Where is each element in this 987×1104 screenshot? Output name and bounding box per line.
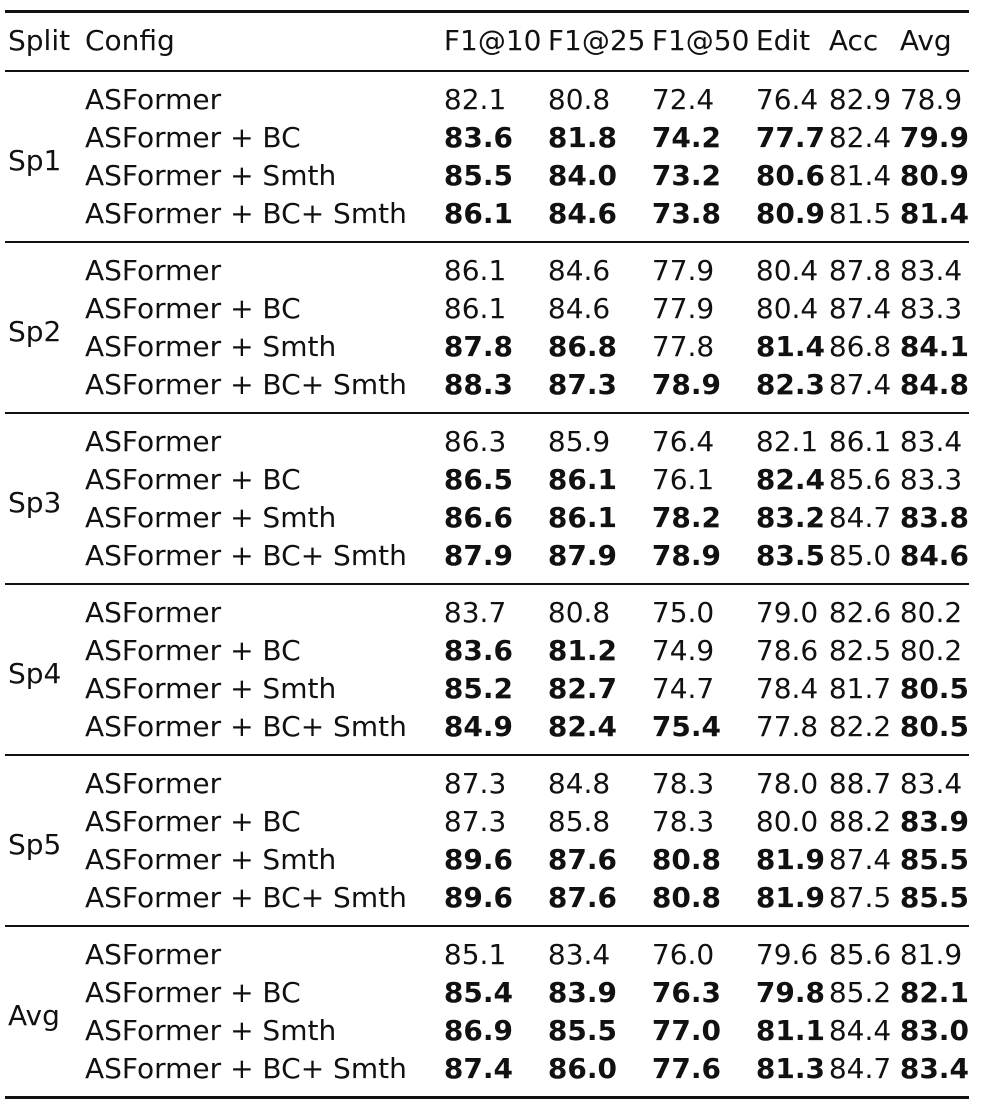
value-cell-f1-50: 77.0 bbox=[651, 1013, 721, 1047]
table-row bbox=[5, 413, 969, 461]
value-cell-f1-50: 77.9 bbox=[651, 291, 715, 325]
table-row bbox=[5, 841, 969, 879]
value-cell-f1-50: 77.6 bbox=[651, 1051, 721, 1085]
value-cell-edit: 76.4 bbox=[755, 82, 819, 116]
value-cell-f1-50: 77.9 bbox=[651, 253, 715, 287]
value-cell-avg: 78.9 bbox=[899, 82, 963, 116]
value-cell-edit: 80.9 bbox=[755, 196, 825, 230]
value-cell-f1-25: 86.0 bbox=[547, 1051, 617, 1085]
table-row bbox=[5, 708, 969, 755]
value-cell-f1-50: 78.9 bbox=[651, 367, 721, 401]
table-row bbox=[5, 926, 969, 974]
value-cell-f1-50: 78.9 bbox=[651, 538, 721, 572]
value-cell-f1-50: 75.0 bbox=[651, 595, 715, 629]
value-cell-f1-10: 85.1 bbox=[443, 937, 507, 971]
table-row bbox=[5, 242, 969, 290]
value-cell-f1-50: 73.8 bbox=[651, 196, 721, 230]
value-cell-edit: 80.4 bbox=[755, 253, 819, 287]
value-cell-f1-10: 86.1 bbox=[443, 253, 507, 287]
value-cell-f1-50: 74.9 bbox=[651, 633, 715, 667]
header-edit: Edit bbox=[755, 24, 811, 58]
header-config: Config bbox=[84, 24, 175, 58]
table-row bbox=[5, 670, 969, 708]
value-cell-f1-10: 86.3 bbox=[443, 424, 507, 458]
value-cell-edit: 78.6 bbox=[755, 633, 819, 667]
config-cell: ASFormer + Smth bbox=[84, 500, 337, 534]
value-cell-acc: 85.2 bbox=[828, 975, 892, 1009]
value-cell-f1-25: 86.1 bbox=[547, 462, 617, 496]
table-row bbox=[5, 71, 969, 119]
split-group-sp3 bbox=[5, 413, 969, 584]
config-cell: ASFormer bbox=[84, 937, 222, 971]
value-cell-f1-25: 80.8 bbox=[547, 595, 611, 629]
value-cell-f1-25: 84.8 bbox=[547, 766, 611, 800]
value-cell-acc: 88.7 bbox=[828, 766, 892, 800]
value-cell-avg: 84.1 bbox=[899, 329, 969, 363]
split-group-sp1 bbox=[5, 71, 969, 242]
value-cell-f1-25: 83.9 bbox=[547, 975, 617, 1009]
config-cell: ASFormer bbox=[84, 595, 222, 629]
value-cell-f1-25: 87.6 bbox=[547, 880, 617, 914]
config-cell: ASFormer bbox=[84, 424, 222, 458]
config-cell: ASFormer + BC bbox=[84, 120, 301, 154]
value-cell-avg: 80.2 bbox=[899, 633, 963, 667]
value-cell-f1-50: 78.3 bbox=[651, 766, 715, 800]
value-cell-f1-10: 88.3 bbox=[443, 367, 514, 401]
value-cell-f1-10: 89.6 bbox=[443, 842, 514, 876]
value-cell-avg: 83.4 bbox=[899, 253, 963, 287]
value-cell-avg: 83.3 bbox=[899, 291, 963, 325]
config-cell: ASFormer + Smth bbox=[84, 1013, 337, 1047]
value-cell-edit: 77.8 bbox=[755, 709, 819, 743]
value-cell-acc: 81.7 bbox=[828, 671, 892, 705]
value-cell-f1-10: 86.6 bbox=[443, 500, 514, 534]
config-cell: ASFormer + BC+ Smth bbox=[84, 367, 407, 401]
value-cell-edit: 81.9 bbox=[755, 880, 825, 914]
value-cell-edit: 79.6 bbox=[755, 937, 819, 971]
value-cell-f1-50: 80.8 bbox=[651, 842, 721, 876]
value-cell-f1-10: 83.6 bbox=[443, 633, 514, 667]
table-row bbox=[5, 1012, 969, 1050]
table-row bbox=[5, 195, 969, 242]
value-cell-edit: 82.3 bbox=[755, 367, 825, 401]
config-cell: ASFormer bbox=[84, 766, 222, 800]
value-cell-f1-10: 82.1 bbox=[443, 82, 507, 116]
value-cell-acc: 82.5 bbox=[828, 633, 892, 667]
split-group-avg bbox=[5, 926, 969, 1098]
config-cell: ASFormer + BC bbox=[84, 804, 301, 838]
value-cell-edit: 79.8 bbox=[755, 975, 825, 1009]
config-cell: ASFormer bbox=[84, 253, 222, 287]
value-cell-avg: 80.9 bbox=[899, 158, 969, 192]
split-group-sp5 bbox=[5, 755, 969, 926]
value-cell-avg: 83.3 bbox=[899, 462, 963, 496]
value-cell-avg: 83.0 bbox=[899, 1013, 969, 1047]
value-cell-avg: 83.4 bbox=[899, 1051, 969, 1085]
value-cell-f1-25: 84.0 bbox=[547, 158, 617, 192]
config-cell: ASFormer + Smth bbox=[84, 671, 337, 705]
value-cell-f1-10: 86.1 bbox=[443, 291, 507, 325]
value-cell-acc: 86.1 bbox=[828, 424, 892, 458]
config-cell: ASFormer + Smth bbox=[84, 842, 337, 876]
value-cell-avg: 80.2 bbox=[899, 595, 963, 629]
value-cell-f1-25: 87.9 bbox=[547, 538, 617, 572]
value-cell-acc: 85.0 bbox=[828, 538, 892, 572]
config-cell: ASFormer + BC bbox=[84, 975, 301, 1009]
config-cell: ASFormer + Smth bbox=[84, 329, 337, 363]
value-cell-f1-10: 89.6 bbox=[443, 880, 514, 914]
value-cell-f1-50: 74.7 bbox=[651, 671, 715, 705]
value-cell-f1-25: 87.6 bbox=[547, 842, 617, 876]
value-cell-f1-10: 87.9 bbox=[443, 538, 514, 572]
value-cell-f1-50: 76.4 bbox=[651, 424, 715, 458]
table-row bbox=[5, 879, 969, 926]
table-row bbox=[5, 157, 969, 195]
value-cell-f1-10: 85.2 bbox=[443, 671, 514, 705]
value-cell-avg: 84.6 bbox=[899, 538, 969, 572]
value-cell-f1-50: 78.3 bbox=[651, 804, 715, 838]
header-f1-25: F1@25 bbox=[547, 24, 646, 58]
value-cell-f1-25: 82.7 bbox=[547, 671, 617, 705]
header-f1-10: F1@10 bbox=[443, 24, 542, 58]
value-cell-avg: 83.4 bbox=[899, 424, 963, 458]
value-cell-f1-50: 73.2 bbox=[651, 158, 721, 192]
value-cell-edit: 81.3 bbox=[755, 1051, 825, 1085]
config-cell: ASFormer + BC bbox=[84, 633, 301, 667]
value-cell-acc: 87.4 bbox=[828, 291, 892, 325]
config-cell: ASFormer + BC+ Smth bbox=[84, 709, 407, 743]
value-cell-edit: 80.0 bbox=[755, 804, 819, 838]
table-row bbox=[5, 1050, 969, 1098]
table-row bbox=[5, 119, 969, 157]
value-cell-f1-10: 83.6 bbox=[443, 120, 514, 154]
value-cell-f1-50: 78.2 bbox=[651, 500, 721, 534]
value-cell-acc: 84.4 bbox=[828, 1013, 892, 1047]
value-cell-edit: 82.1 bbox=[755, 424, 819, 458]
value-cell-f1-25: 84.6 bbox=[547, 291, 611, 325]
value-cell-avg: 80.5 bbox=[899, 709, 969, 743]
table-row bbox=[5, 290, 969, 328]
table-row bbox=[5, 537, 969, 584]
config-cell: ASFormer + BC+ Smth bbox=[84, 196, 407, 230]
value-cell-edit: 83.2 bbox=[755, 500, 825, 534]
value-cell-edit: 79.0 bbox=[755, 595, 819, 629]
value-cell-acc: 87.4 bbox=[828, 367, 892, 401]
value-cell-acc: 81.5 bbox=[828, 196, 892, 230]
value-cell-acc: 81.4 bbox=[828, 158, 892, 192]
config-cell: ASFormer + BC+ Smth bbox=[84, 538, 407, 572]
value-cell-avg: 85.5 bbox=[899, 842, 969, 876]
table-header bbox=[5, 12, 969, 71]
value-cell-f1-25: 84.6 bbox=[547, 196, 617, 230]
value-cell-edit: 78.4 bbox=[755, 671, 819, 705]
value-cell-f1-25: 85.8 bbox=[547, 804, 611, 838]
value-cell-edit: 78.0 bbox=[755, 766, 819, 800]
value-cell-f1-10: 87.4 bbox=[443, 1051, 514, 1085]
split-group-sp4 bbox=[5, 584, 969, 755]
value-cell-edit: 82.4 bbox=[755, 462, 825, 496]
value-cell-edit: 80.4 bbox=[755, 291, 819, 325]
value-cell-f1-50: 76.3 bbox=[651, 975, 721, 1009]
value-cell-acc: 87.4 bbox=[828, 842, 892, 876]
value-cell-avg: 83.9 bbox=[899, 804, 969, 838]
results-table bbox=[5, 10, 969, 1099]
split-label: Sp5 bbox=[8, 827, 62, 861]
value-cell-f1-25: 80.8 bbox=[547, 82, 611, 116]
table-row bbox=[5, 755, 969, 803]
value-cell-avg: 85.5 bbox=[899, 880, 969, 914]
table-row bbox=[5, 632, 969, 670]
value-cell-f1-50: 74.2 bbox=[651, 120, 721, 154]
value-cell-avg: 80.5 bbox=[899, 671, 969, 705]
value-cell-avg: 79.9 bbox=[899, 120, 969, 154]
config-cell: ASFormer + BC+ Smth bbox=[84, 1051, 407, 1085]
value-cell-f1-10: 86.9 bbox=[443, 1013, 514, 1047]
value-cell-f1-25: 85.9 bbox=[547, 424, 611, 458]
value-cell-edit: 83.5 bbox=[755, 538, 825, 572]
header-avg: Avg bbox=[899, 24, 952, 58]
value-cell-acc: 82.4 bbox=[828, 120, 892, 154]
value-cell-f1-10: 83.7 bbox=[443, 595, 507, 629]
table-row bbox=[5, 461, 969, 499]
value-cell-acc: 86.8 bbox=[828, 329, 892, 363]
table-row bbox=[5, 803, 969, 841]
value-cell-acc: 84.7 bbox=[828, 1051, 892, 1085]
split-label: Sp1 bbox=[8, 143, 62, 177]
value-cell-f1-10: 84.9 bbox=[443, 709, 514, 743]
value-cell-acc: 82.2 bbox=[828, 709, 892, 743]
value-cell-f1-10: 87.3 bbox=[443, 766, 507, 800]
value-cell-f1-25: 81.8 bbox=[547, 120, 617, 154]
table-row bbox=[5, 584, 969, 632]
value-cell-acc: 87.8 bbox=[828, 253, 892, 287]
value-cell-f1-25: 82.4 bbox=[547, 709, 617, 743]
value-cell-edit: 77.7 bbox=[755, 120, 825, 154]
value-cell-f1-50: 72.4 bbox=[651, 82, 715, 116]
table-row bbox=[5, 974, 969, 1012]
value-cell-f1-25: 86.8 bbox=[547, 329, 617, 363]
value-cell-acc: 84.7 bbox=[828, 500, 892, 534]
value-cell-f1-50: 76.0 bbox=[651, 937, 715, 971]
value-cell-avg: 81.9 bbox=[899, 937, 963, 971]
config-cell: ASFormer + BC bbox=[84, 291, 301, 325]
value-cell-edit: 81.9 bbox=[755, 842, 825, 876]
value-cell-edit: 81.4 bbox=[755, 329, 825, 363]
value-cell-avg: 83.4 bbox=[899, 766, 963, 800]
split-group-sp2 bbox=[5, 242, 969, 413]
header-f1-50: F1@50 bbox=[651, 24, 750, 58]
config-cell: ASFormer bbox=[84, 82, 222, 116]
table-row bbox=[5, 366, 969, 413]
value-cell-acc: 88.2 bbox=[828, 804, 892, 838]
split-label: Sp2 bbox=[8, 314, 62, 348]
value-cell-avg: 82.1 bbox=[899, 975, 969, 1009]
value-cell-f1-25: 86.1 bbox=[547, 500, 617, 534]
value-cell-acc: 85.6 bbox=[828, 937, 892, 971]
value-cell-acc: 82.9 bbox=[828, 82, 892, 116]
split-label: Sp4 bbox=[8, 656, 62, 690]
config-cell: ASFormer + BC+ Smth bbox=[84, 880, 407, 914]
value-cell-f1-25: 85.5 bbox=[547, 1013, 617, 1047]
value-cell-f1-25: 87.3 bbox=[547, 367, 617, 401]
value-cell-f1-50: 76.1 bbox=[651, 462, 715, 496]
value-cell-acc: 87.5 bbox=[828, 880, 892, 914]
value-cell-f1-10: 86.5 bbox=[443, 462, 514, 496]
split-label: Avg bbox=[8, 998, 60, 1032]
value-cell-edit: 81.1 bbox=[755, 1013, 825, 1047]
value-cell-f1-50: 77.8 bbox=[651, 329, 715, 363]
value-cell-f1-10: 85.4 bbox=[443, 975, 514, 1009]
header-acc: Acc bbox=[828, 24, 879, 58]
value-cell-f1-10: 86.1 bbox=[443, 196, 514, 230]
config-cell: ASFormer + Smth bbox=[84, 158, 337, 192]
value-cell-f1-50: 80.8 bbox=[651, 880, 721, 914]
value-cell-acc: 82.6 bbox=[828, 595, 892, 629]
header-row bbox=[5, 12, 969, 71]
config-cell: ASFormer + BC bbox=[84, 462, 301, 496]
table-row bbox=[5, 328, 969, 366]
value-cell-f1-25: 83.4 bbox=[547, 937, 611, 971]
value-cell-f1-10: 85.5 bbox=[443, 158, 514, 192]
header-split: Split bbox=[8, 24, 71, 58]
value-cell-edit: 80.6 bbox=[755, 158, 825, 192]
split-label: Sp3 bbox=[8, 485, 62, 519]
table-row bbox=[5, 499, 969, 537]
value-cell-avg: 81.4 bbox=[899, 196, 969, 230]
value-cell-acc: 85.6 bbox=[828, 462, 892, 496]
value-cell-f1-25: 81.2 bbox=[547, 633, 617, 667]
value-cell-f1-10: 87.8 bbox=[443, 329, 514, 363]
value-cell-f1-10: 87.3 bbox=[443, 804, 507, 838]
value-cell-f1-25: 84.6 bbox=[547, 253, 611, 287]
value-cell-avg: 84.8 bbox=[899, 367, 969, 401]
value-cell-avg: 83.8 bbox=[899, 500, 969, 534]
value-cell-f1-50: 75.4 bbox=[651, 709, 721, 743]
